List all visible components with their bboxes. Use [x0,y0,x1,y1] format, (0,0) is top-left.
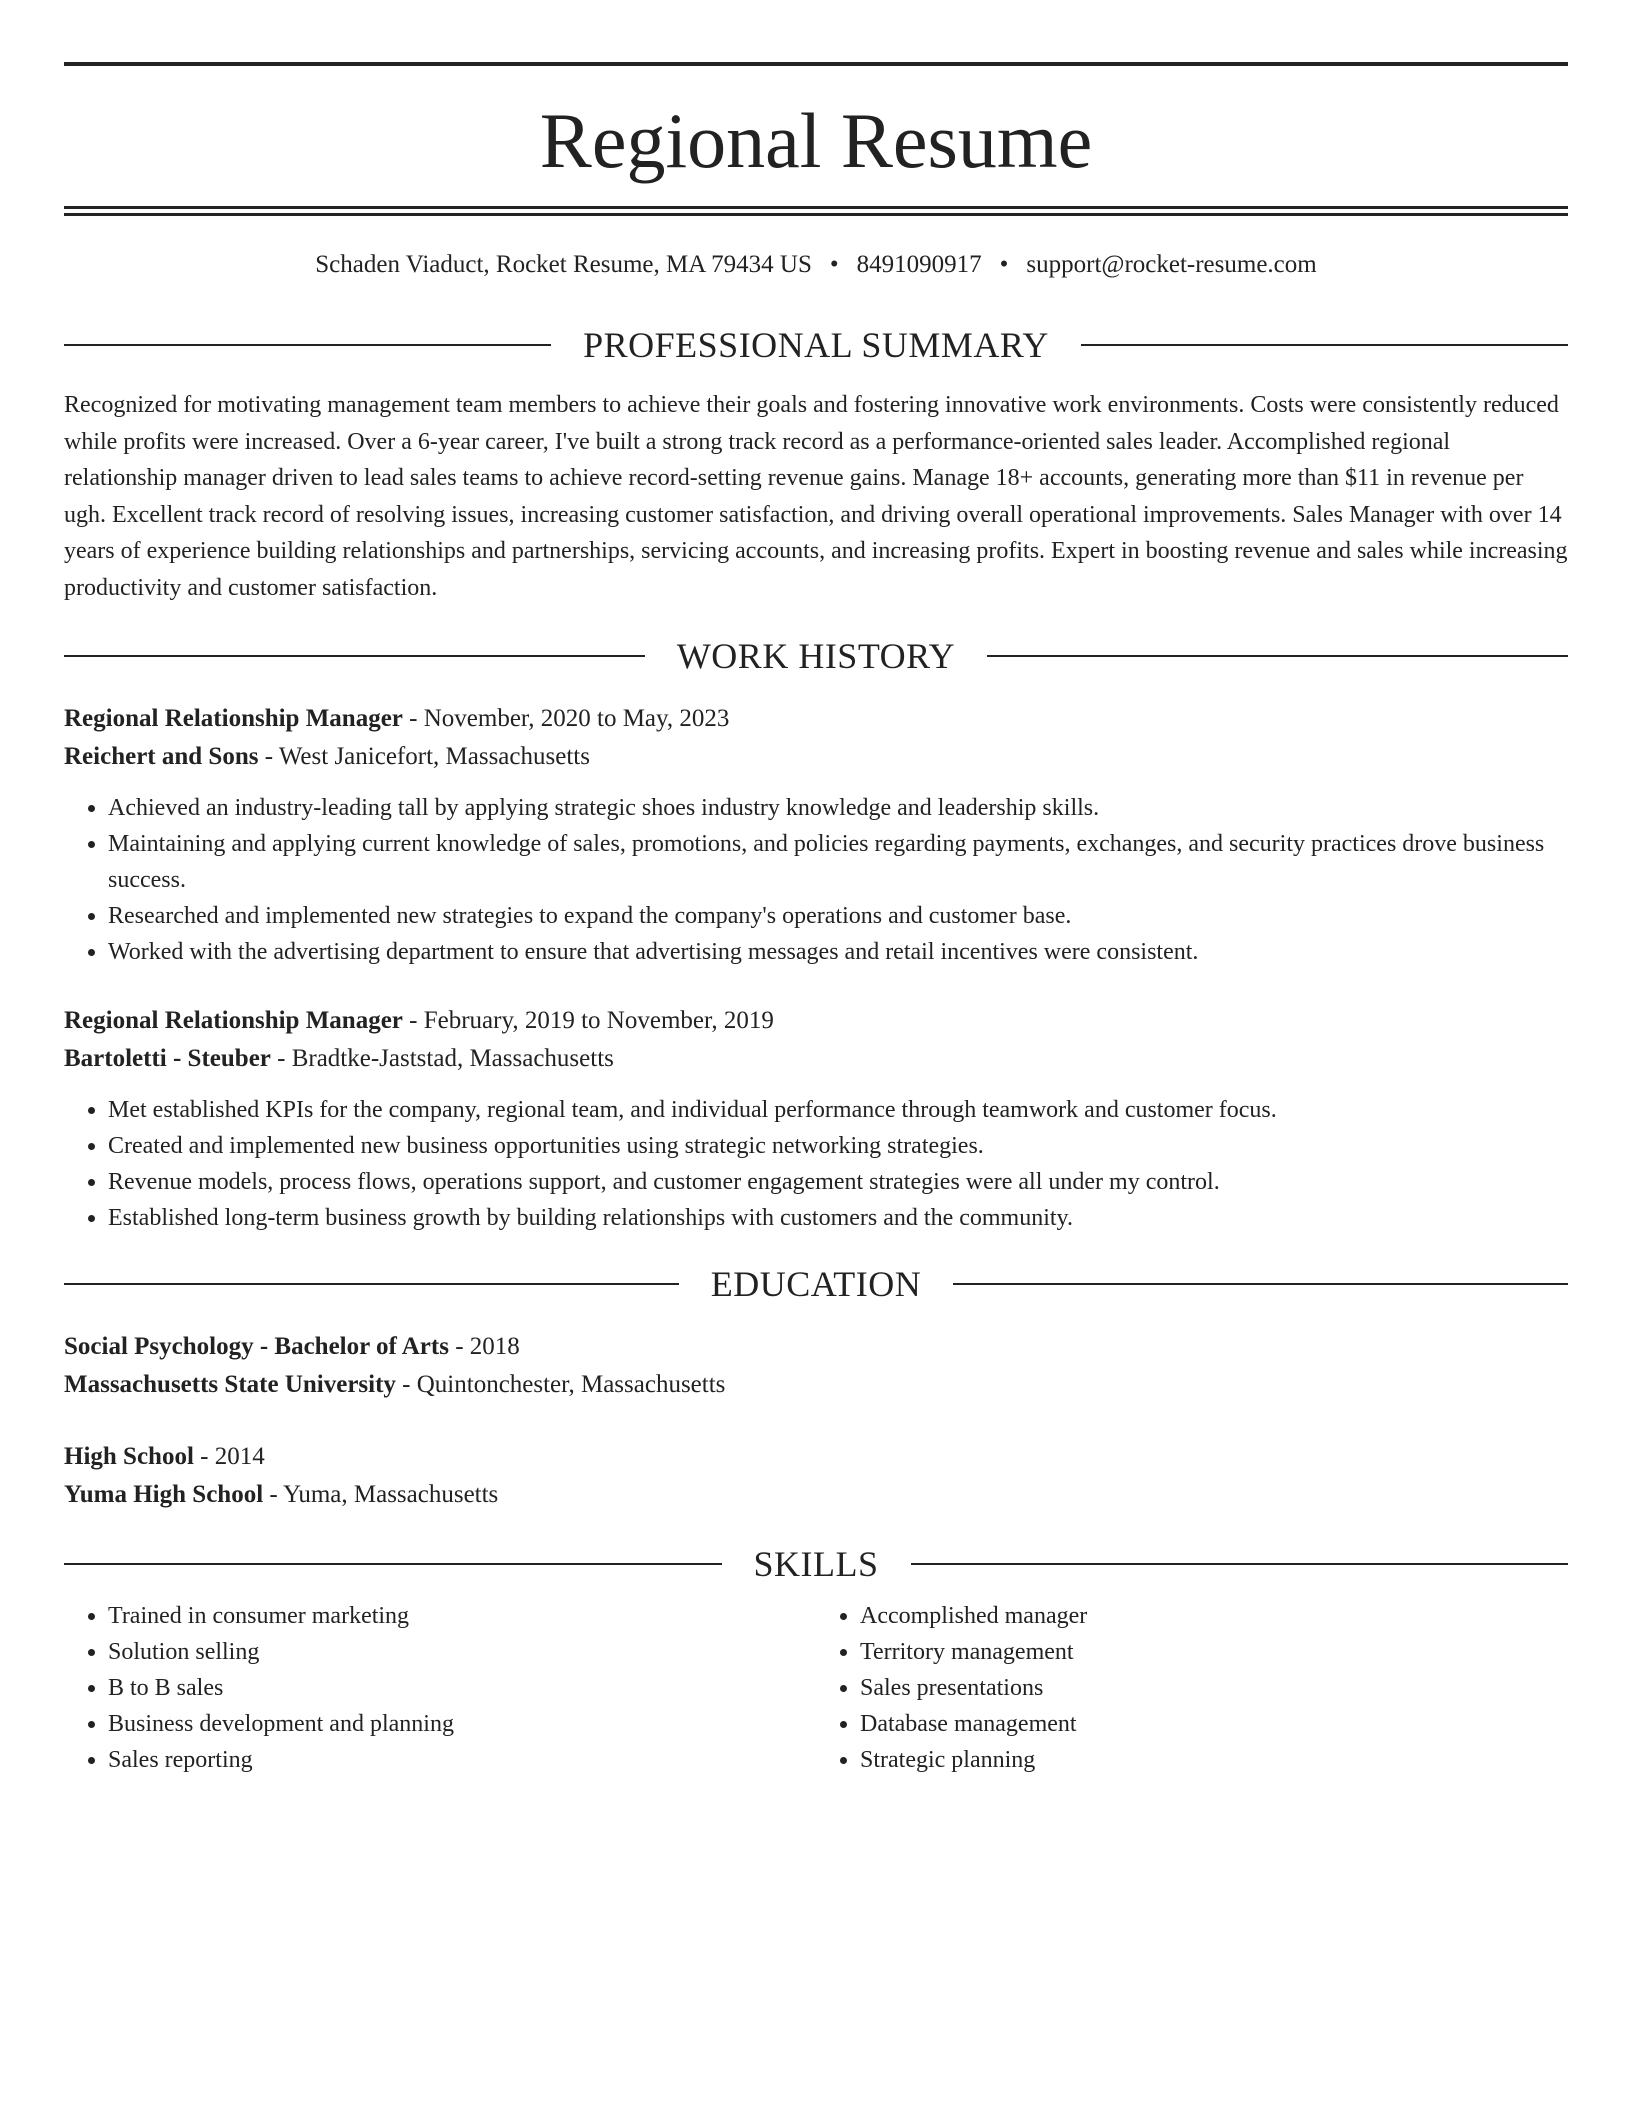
list-item: • Accomplished manager [860,1598,1568,1634]
education-entry [64,1328,1568,1404]
list-item: • Database management [860,1706,1568,1742]
list-item: • Trained in consumer marketing [108,1598,816,1634]
resume-title: Regional Resume [539,97,1093,184]
work-heading [64,638,1568,674]
education-heading [64,1266,1568,1302]
school-location: - Quintonchester, Massachusetts [395,1371,726,1398]
heading-rule [987,655,1568,657]
heading-rule [64,1283,679,1285]
heading-rule [64,344,551,346]
list-item: • Territory management [860,1634,1568,1670]
summary-heading-label: PROFESSIONAL SUMMARY [583,325,1049,365]
list-item: • Worked with the advertising department to ensure that advertising messages and retail incentives were consistent. [108,934,1568,970]
degree-year: - 2014 [193,1443,265,1470]
education-heading-label: EDUCATION [710,1264,922,1304]
job-entry [64,700,1568,970]
job-company-line [64,1040,1568,1078]
degree-year: - 2018 [448,1333,520,1360]
summary-heading [64,327,1568,363]
work-heading-label: WORK HISTORY [676,636,956,676]
job-location: - West Janicefort, Massachusetts [258,743,590,770]
degree-line [64,1328,1568,1366]
degree-line [64,1438,1568,1476]
skills-column-left [64,1598,816,1778]
job-title-line [64,1002,1568,1040]
list-item: • Met established KPIs for the company, regional team, and individual performance through teamwork and customer focus. [108,1092,1568,1128]
summary-text: Recognized for motivating management team members to achieve their goals and fostering innovative work environments. Costs were consistently reduced while profits were increased. Over a 6-year career, I've built a strong track record as a performance-oriented sales leader. Accomplished regional relationship manager driven to lead sales teams to achieve record-setting revenue gains. Manage 18+ accounts, generating more than $11 in revenue per ugh. Excellent track record of resolving issues, increasing customer satisfaction, and driving overall operational improvements. Sales Manager with over 14 years of experience building relationships and partnerships, servicing accounts, and increasing profits. Expert in boosting revenue and sales while increasing productivity and customer satisfaction. [64,392,1568,601]
job-bullets [64,1092,1568,1236]
skills-grid [64,1598,1568,1778]
list-item: • Maintaining and applying current knowledge of sales, promotions, and policies regarding payments, exchanges, and security practices drove business success. [108,826,1568,898]
title-double-rule [64,206,1568,216]
contact-email: support@rocket-resume.com [1026,251,1317,278]
job-title: Regional Relationship Manager [64,705,403,732]
list-item: • Sales presentations [860,1670,1568,1706]
list-item: • Created and implemented new business opportunities using strategic networking strategies. [108,1128,1568,1164]
heading-rule [64,655,645,657]
list-item: • Business development and planning [108,1706,816,1742]
contact-address: Schaden Viaduct, Rocket Resume, MA 79434 US [315,251,812,278]
list-item: • Sales reporting [108,1742,816,1778]
job-location: - Bradtke-Jaststad, Massachusetts [270,1045,614,1072]
job-company: Bartoletti - Steuber [64,1045,271,1072]
heading-rule [953,1283,1568,1285]
job-company: Reichert and Sons [64,743,259,770]
list-item: • Established long-term business growth by building relationships with customers and the community. [108,1200,1568,1236]
school-location: - Yuma, Massachusetts [263,1481,499,1508]
job-title: Regional Relationship Manager [64,1007,403,1034]
list-item: • Solution selling [108,1634,816,1670]
top-rule [64,62,1568,66]
list-item: • B to B sales [108,1670,816,1706]
contact-separator: • [829,251,839,278]
job-bullets [64,790,1568,970]
job-entry [64,1002,1568,1236]
contact-phone: 8491090917 [856,251,982,278]
job-company-line [64,738,1568,776]
contact-separator: • [999,251,1009,278]
list-item: • Strategic planning [860,1742,1568,1778]
skills-column-right [816,1598,1568,1778]
contact-line [64,252,1568,277]
school: Massachusetts State University [64,1371,396,1398]
skills-heading [64,1546,1568,1582]
job-title-line [64,700,1568,738]
degree: Social Psychology - Bachelor of Arts [64,1333,449,1360]
list-item: • Researched and implemented new strategies to expand the company's operations and customer base. [108,898,1568,934]
skills-heading-label: SKILLS [753,1544,879,1584]
degree: High School [64,1443,194,1470]
education-entry [64,1438,1568,1514]
list-item: • Revenue models, process flows, operations support, and customer engagement strategies were all under my control. [108,1164,1568,1200]
list-item: • Achieved an industry-leading tall by applying strategic shoes industry knowledge and leadership skills. [108,790,1568,826]
school-line [64,1476,1568,1514]
school-line [64,1366,1568,1404]
heading-rule [911,1563,1569,1565]
job-dates: - February, 2019 to November, 2019 [402,1007,774,1034]
heading-rule [1081,344,1568,346]
heading-rule [64,1563,722,1565]
job-dates: - November, 2020 to May, 2023 [402,705,730,732]
school: Yuma High School [64,1481,264,1508]
